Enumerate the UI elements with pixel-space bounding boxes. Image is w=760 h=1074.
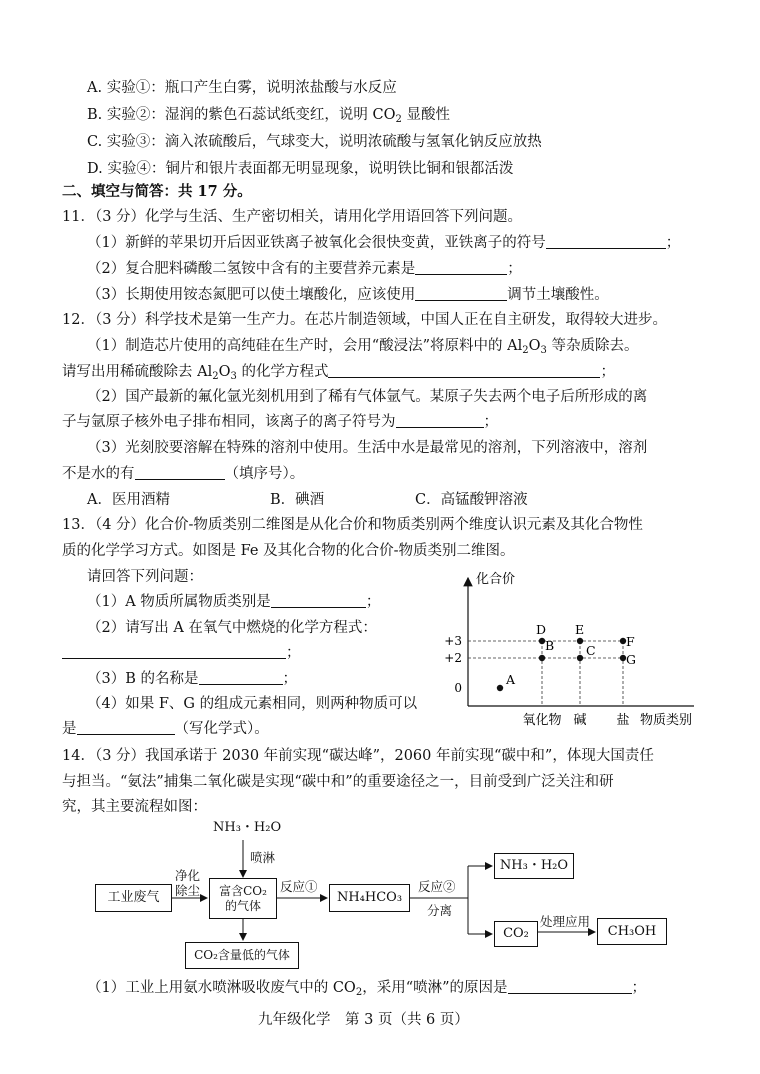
q14-part1: （1）工业上用氨水喷淋吸收废气中的 $CO_2$，采用“喷淋”的原因是 ；	[87, 980, 647, 998]
q12-part3-cont: 不是水的有 （填序号）。	[62, 466, 305, 482]
option-a: A. 实验①：瓶口产生白雾，说明浓盐酸与水反应	[87, 80, 397, 96]
q12-option-b: B．碘酒	[270, 492, 325, 508]
flow-box-nh4hco3: NH₄HCO₃	[329, 884, 410, 912]
option-b: B. 实验②：湿润的紫色石蕊试纸变红，说明 $CO_2$ 显酸性	[87, 107, 450, 125]
point-label-f: F	[626, 634, 635, 649]
answer-blank[interactable]	[415, 285, 507, 301]
x-tick-label: 氧化物	[522, 713, 562, 728]
point-label-e: E	[575, 622, 585, 637]
q12-part2-cont: 子与氩原子核外电子排布相同，该离子的离子符号为 ；	[62, 414, 498, 430]
q14-stem-line3: 究，其主要流程如图：	[62, 799, 207, 815]
q13-part1: （1）A 物质所属物质类别是 ；	[87, 594, 381, 610]
q12-part2: （2）国产最新的氟化氩光刻机用到了稀有气体氩气。某原子失去两个电子后所形成的离	[87, 389, 648, 405]
answer-blank[interactable]	[396, 412, 484, 428]
flow-rich-line-2: 的气体	[224, 898, 261, 913]
flow-spray-label: 喷淋	[250, 850, 276, 865]
option-d: D. 实验④：铜片和银片表面都无明显现象，说明铁比铜和银都活泼	[87, 161, 514, 177]
flow-rich-line-1: 富含CO₂	[219, 884, 267, 899]
answer-blank[interactable]	[135, 464, 225, 480]
q13-part4: （4）如果 F、G 的组成元素相同，则两种物质可以	[87, 696, 418, 712]
q13-part2-cont: ；	[62, 643, 301, 663]
flow-react1-label: 反应①	[280, 879, 318, 894]
flow-box-low-co2-gas: CO₂含量低的气体	[185, 942, 299, 969]
q14-stem-line1: 14．（3 分）我国承诺于 2030 年前实现“碳达峰”，2060 年前实现“碳中和”，体现大国责任	[62, 748, 654, 764]
flow-react2-label: 反应②	[418, 879, 456, 894]
answer-blank[interactable]	[508, 978, 632, 994]
y-tick-label: +3	[444, 634, 462, 648]
q13-part4-cont: 是 （写化学式）。	[62, 721, 269, 737]
q12-option-c: C．高锰酸钾溶液	[415, 492, 528, 508]
q13-part3: （3）B 的名称是 ；	[87, 671, 297, 687]
q11-part1: （1）新鲜的苹果切开后因亚铁离子被氧化会很快变黄，亚铁离子的符号 ；	[87, 235, 681, 251]
flow-nh3-input: NH₃・H₂O	[213, 820, 282, 835]
q12-stem: 12．（3 分）科学技术是第一生产力。在芯片制造领域，中国人正在自主研发，取得较大进步。	[62, 312, 668, 328]
flow-box-nh3-output: NH₃・H₂O	[494, 853, 574, 879]
q13-stem-line1: 13．（4 分）化合价-物质类别二维图是从化合价和物质类别两个维度认识元素及其化合物性	[62, 517, 643, 533]
point-label-d: D	[536, 622, 547, 637]
x-tick-label: 碱	[573, 713, 587, 728]
data-point-a	[497, 685, 503, 691]
page-footer: 九年级化学 第 3 页（共 6 页）	[258, 1012, 469, 1028]
flow-apply-label: 处理应用	[540, 914, 591, 929]
q13-intro: 请回答下列问题：	[87, 569, 203, 585]
data-point-d	[539, 638, 545, 644]
valence-category-chart	[440, 568, 705, 730]
answer-blank[interactable]	[199, 669, 283, 685]
q12-part1-cont: 请写出用稀硫酸除去 $Al_2O_3$ 的化学方程式 ；	[62, 364, 615, 382]
data-point-e	[577, 638, 583, 644]
point-label-g: G	[626, 652, 636, 667]
flow-box-waste: 工业废气	[95, 884, 172, 912]
flow-purify-label-1: 净化	[175, 868, 201, 883]
point-label-a: A	[506, 672, 516, 687]
y-tick-label: +2	[444, 651, 462, 665]
point-label-b: B	[545, 638, 555, 653]
q13-part2: （2）请写出 A 在氧气中燃烧的化学方程式：	[87, 620, 377, 636]
answer-blank[interactable]	[62, 643, 286, 659]
option-c: C. 实验③：滴入浓硫酸后，气球变大，说明浓硫酸与氢氧化钠反应放热	[87, 134, 542, 150]
q12-option-a: A．医用酒精	[87, 492, 170, 508]
answer-blank[interactable]	[415, 259, 507, 275]
q11-stem: 11．（3 分）化学与生活、生产密切相关，请用化学用语回答下列问题。	[62, 209, 523, 225]
q14-stem-line2: 与担当。“氨法”捕集二氧化碳是实现“碳中和”的重要途径之一，目前受到广泛关注和研	[62, 774, 614, 790]
q11-part3: （3）长期使用铵态氮肥可以使土壤酸化，应该使用 调节土壤酸性。	[87, 287, 609, 303]
answer-blank[interactable]	[271, 592, 366, 608]
q13-stem-line2: 质的化学学习方式。如图是 Fe 及其化合物的化合价-物质类别二维图。	[62, 543, 515, 559]
flow-box-ch3oh: CH₃OH	[597, 918, 667, 945]
answer-blank[interactable]	[546, 233, 666, 249]
q11-part2: （2）复合肥料磷酸二氢铵中含有的主要营养元素是 ；	[87, 261, 522, 277]
x-tick-label: 盐	[616, 713, 630, 728]
flow-box-co2: CO₂	[494, 921, 538, 947]
section-title: 二、填空与简答：共 17 分。	[62, 183, 252, 200]
data-point-b	[539, 655, 545, 661]
point-label-c: C	[586, 643, 596, 658]
answer-blank[interactable]	[328, 362, 600, 378]
y-axis-label: 化合价	[476, 572, 516, 587]
flow-separate-label: 分离	[427, 903, 453, 918]
y-tick-label: 0	[454, 681, 462, 695]
q12-part3: （3）光刻胶要溶解在特殊的溶剂中使用。生活中水是最常见的溶剂，下列溶液中，溶剂	[87, 440, 648, 456]
flow-box-rich-co2	[209, 878, 277, 919]
data-point-c	[577, 655, 583, 661]
flow-purify-label-2: 除尘	[175, 883, 201, 898]
q12-part1: （1）制造芯片使用的高纯硅在生产时，会用“酸浸法”将原料中的 $Al_2O_3$ 等杂质除去。	[87, 338, 639, 356]
x-axis-label: 物质类别	[640, 713, 693, 728]
answer-blank[interactable]	[77, 719, 175, 735]
